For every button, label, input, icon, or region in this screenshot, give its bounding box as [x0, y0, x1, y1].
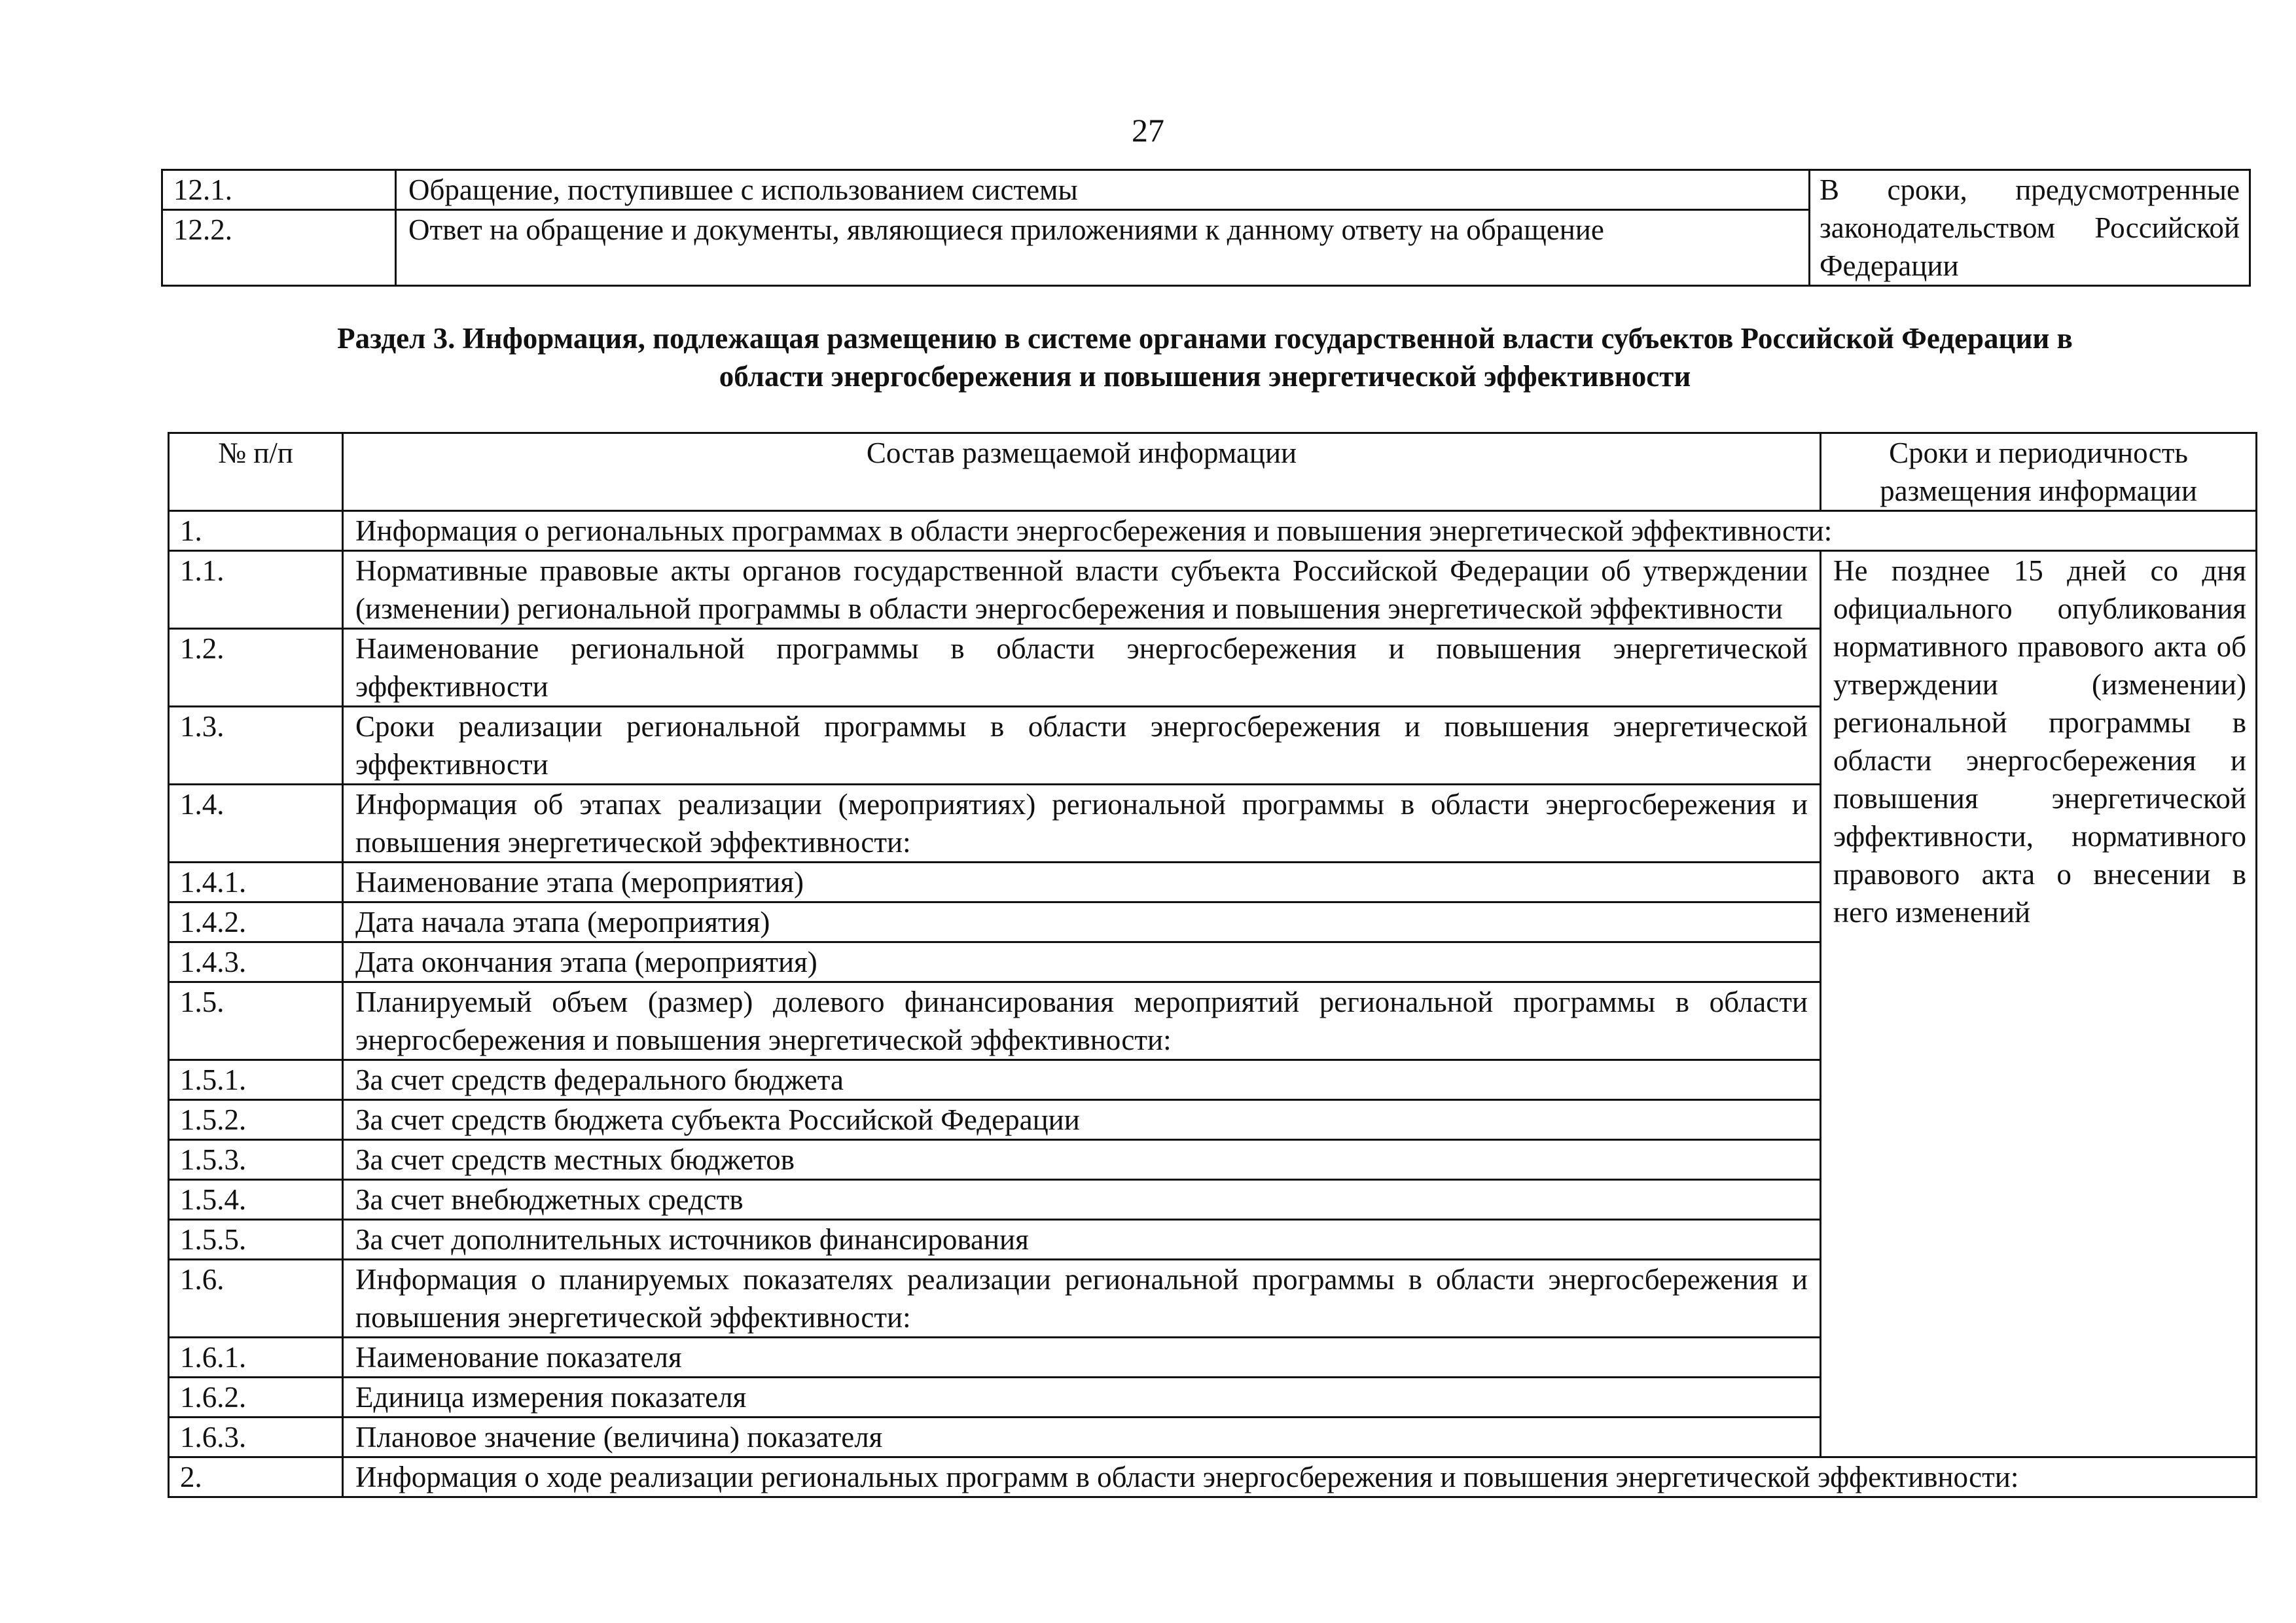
row-number: 1.4.3. — [169, 942, 343, 982]
row-number: 1.2. — [169, 629, 343, 707]
header-content: Состав размещаемой информации — [343, 433, 1821, 511]
row-text: Наименование региональной программы в области энергосбережения и повышения энергетической эффективности — [343, 629, 1821, 707]
header-row — [169, 433, 2257, 511]
row-text: Информация об этапах реализации (мероприятиях) региональной программы в области энергосбережения и повышения энергетической эффективности: — [343, 785, 1821, 863]
row-number: 1.5.3. — [169, 1140, 343, 1180]
row-number: 1.6. — [169, 1260, 343, 1338]
row-text: Наименование показателя — [343, 1338, 1821, 1378]
table-row — [162, 170, 2250, 210]
period-cell: В сроки, предусмотренные законодательством Российской Федерации — [1810, 170, 2250, 286]
row-text: Дата окончания этапа (мероприятия) — [343, 942, 1821, 982]
row-number: 1.6.1. — [169, 1338, 343, 1378]
row-number: 1.5.5. — [169, 1220, 343, 1260]
row-text: Планируемый объем (размер) долевого финансирования мероприятий региональной программы в области энергосбережения и повышения энергетической эффективности: — [343, 982, 1821, 1060]
table-row — [169, 511, 2257, 551]
row-text: Информация о ходе реализации региональных программ в области энергосбережения и повышения энергетической эффективности: — [343, 1457, 2257, 1497]
row-number: 1.5.4. — [169, 1180, 343, 1220]
row-text: Плановое значение (величина) показателя — [343, 1418, 1821, 1457]
period-cell: Не позднее 15 дней со дня официального опубликования нормативного правового акта об утверждении (изменении) региональной программы в области энергосбережения и повышения энергетической эффективности, нормативного правового акта о внесении в него изменений — [1821, 551, 2257, 1457]
row-number: 1. — [169, 511, 343, 551]
header-num: № п/п — [169, 433, 343, 511]
row-text: Ответ на обращение и документы, являющиеся приложениями к данному ответу на обращение — [396, 210, 1810, 286]
page-number: 27 — [1132, 112, 1164, 149]
row-text: Информация о региональных программах в области энергосбережения и повышения энергетической эффективности: — [343, 511, 2257, 551]
main-table — [168, 432, 2257, 1498]
row-number: 1.4. — [169, 785, 343, 863]
row-text: За счет дополнительных источников финансирования — [343, 1220, 1821, 1260]
section-title-line2: области энергосбережения и повышения энергетической эффективности — [719, 360, 1691, 393]
row-number: 1.5.1. — [169, 1060, 343, 1100]
table-row — [169, 1457, 2257, 1497]
row-number: 12.2. — [162, 210, 396, 286]
row-number: 1.6.2. — [169, 1378, 343, 1418]
row-text: За счет средств бюджета субъекта Российской Федерации — [343, 1100, 1821, 1140]
row-text: Наименование этапа (мероприятия) — [343, 863, 1821, 902]
row-number: 1.1. — [169, 551, 343, 629]
row-number: 1.3. — [169, 707, 343, 785]
top-table — [161, 169, 2251, 287]
row-text: За счет внебюджетных средств — [343, 1180, 1821, 1220]
table-row — [169, 551, 2257, 629]
section-title-line1: Раздел 3. Информация, подлежащая размещению в системе органами государственной власти субъектов Российской Федерации в — [337, 322, 2073, 355]
header-period: Сроки и периодичность размещения информации — [1821, 433, 2257, 511]
row-number: 2. — [169, 1457, 343, 1497]
row-number: 12.1. — [162, 170, 396, 210]
section-heading — [161, 319, 2249, 395]
row-number: 1.5.2. — [169, 1100, 343, 1140]
row-text: Обращение, поступившее с использованием системы — [396, 170, 1810, 210]
row-text: Дата начала этапа (мероприятия) — [343, 902, 1821, 942]
row-number: 1.4.1. — [169, 863, 343, 902]
row-text: Сроки реализации региональной программы в области энергосбережения и повышения энергетической эффективности — [343, 707, 1821, 785]
row-number: 1.6.3. — [169, 1418, 343, 1457]
row-text: За счет средств федерального бюджета — [343, 1060, 1821, 1100]
row-text: За счет средств местных бюджетов — [343, 1140, 1821, 1180]
row-number: 1.4.2. — [169, 902, 343, 942]
row-text: Информация о планируемых показателях реализации региональной программы в области энергосбережения и повышения энергетической эффективности: — [343, 1260, 1821, 1338]
row-number: 1.5. — [169, 982, 343, 1060]
row-text: Нормативные правовые акты органов государственной власти субъекта Российской Федерации об утверждении (изменении) региональной программы в области энергосбережения и повышения энергетической эффективности — [343, 551, 1821, 629]
row-text: Единица измерения показателя — [343, 1378, 1821, 1418]
